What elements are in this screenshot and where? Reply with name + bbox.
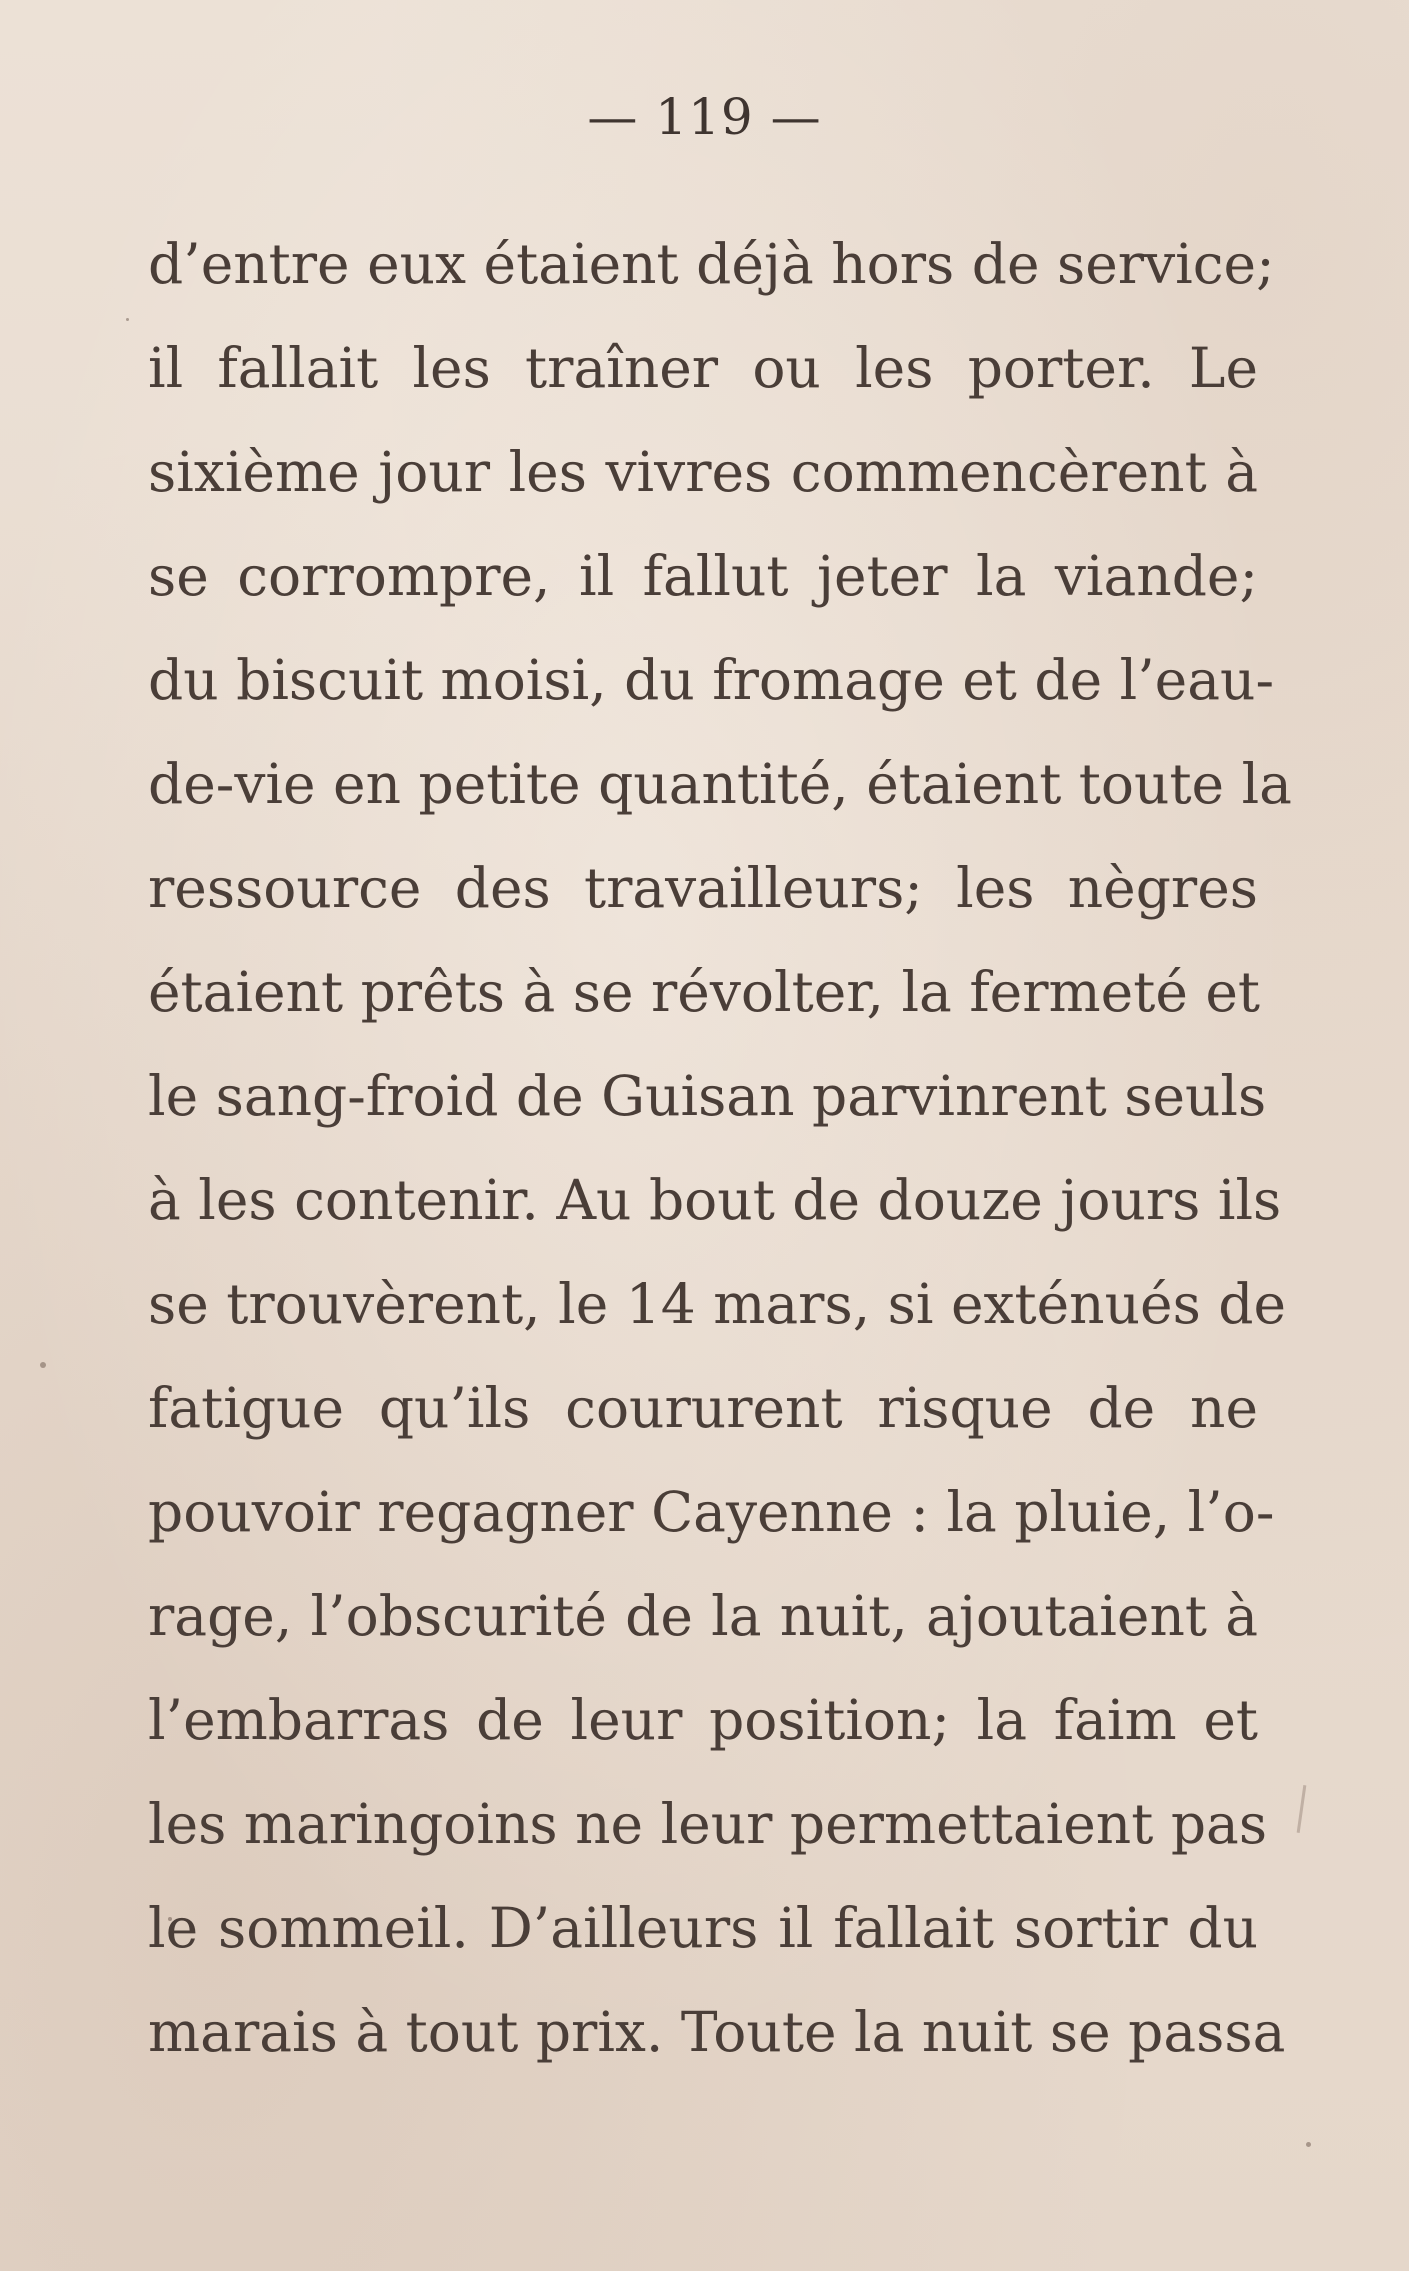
paper-speck bbox=[40, 1362, 46, 1368]
text-line: à les contenir. Au bout de douze jours ils bbox=[148, 1168, 1282, 1232]
text-line: il fallait les traîner ou les porter. Le bbox=[148, 336, 1258, 400]
pencil-mark bbox=[1297, 1785, 1307, 1833]
text-line: le sang-froid de Guisan parvinrent seuls bbox=[148, 1064, 1267, 1128]
text-line: se trouvèrent, le 14 mars, si exténués de bbox=[148, 1272, 1287, 1336]
text-line: d’entre eux étaient déjà hors de service; bbox=[148, 232, 1275, 296]
text-line: se corrompre, il fallut jeter la viande; bbox=[148, 544, 1258, 608]
text-line: pouvoir regagner Cayenne : la pluie, l’o- bbox=[148, 1480, 1275, 1544]
body-text bbox=[148, 212, 1292, 2084]
text-line: le sommeil. D’ailleurs il fallait sortir du bbox=[148, 1896, 1258, 1960]
text-line: étaient prêts à se révolter, la fermeté et bbox=[148, 960, 1261, 1024]
text-line: de-vie en petite quantité, étaient toute la bbox=[148, 752, 1292, 816]
text-line: l’embarras de leur position; la faim et bbox=[148, 1688, 1258, 1752]
paper-speck bbox=[1306, 2142, 1311, 2147]
text-line: rage, l’obscurité de la nuit, ajoutaient à bbox=[148, 1584, 1258, 1648]
text-line: sixième jour les vivres commencèrent à bbox=[148, 440, 1258, 504]
paper-speck bbox=[168, 1917, 172, 1921]
text-line: du biscuit moisi, du fromage et de l’eau- bbox=[148, 648, 1275, 712]
paper-speck bbox=[126, 318, 129, 321]
text-line: fatigue qu’ils coururent risque de ne bbox=[148, 1376, 1258, 1440]
text-line: marais à tout prix. Toute la nuit se passa bbox=[148, 2000, 1286, 2064]
text-line: les maringoins ne leur permettaient pas bbox=[148, 1792, 1268, 1856]
text-line: ressource des travailleurs; les nègres bbox=[148, 856, 1258, 920]
page-number: — 119 — bbox=[587, 88, 822, 146]
